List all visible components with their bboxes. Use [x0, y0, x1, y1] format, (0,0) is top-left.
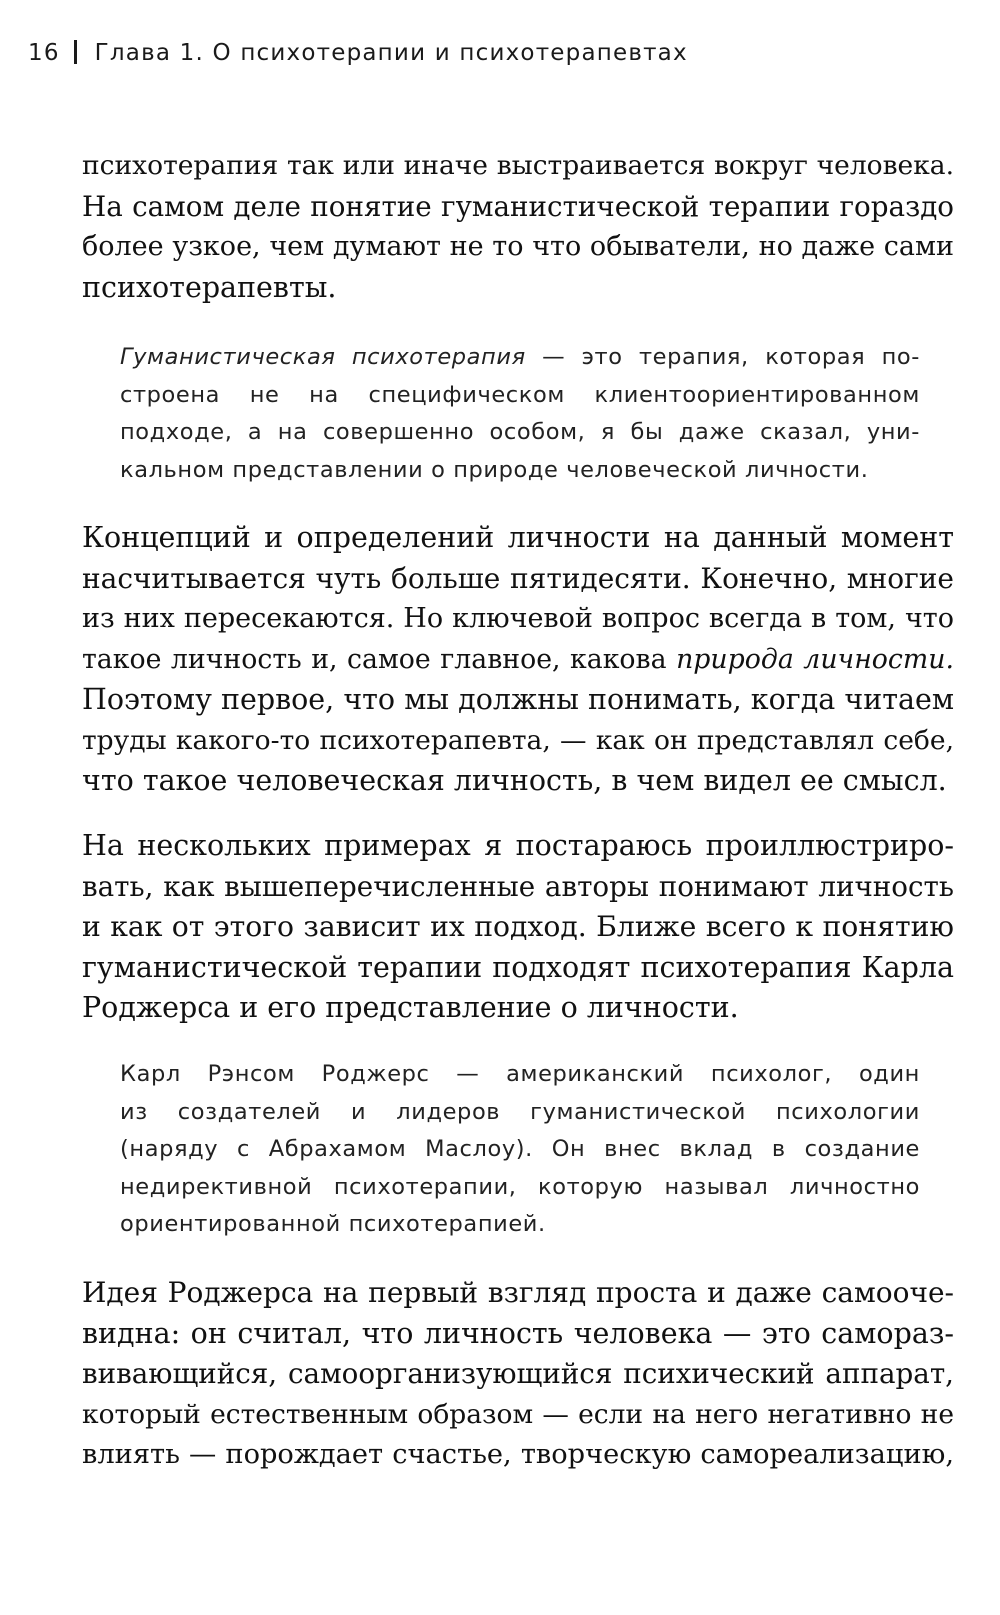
note-line-rest: — это терапия, которая по-: [525, 344, 920, 370]
paragraph-line: Поэтому первое, что мы должны понимать, когда читаем: [82, 683, 954, 716]
paragraph-3: [82, 826, 954, 1029]
paragraph-line: видна: он считал, что личность человека — это самораз-: [82, 1316, 954, 1350]
paragraph-line: труды какого-то психотерапевта, — как он представлял себе,: [82, 724, 954, 756]
paragraph-line: и как от этого зависит их подход. Ближе всего к понятию: [82, 910, 954, 943]
note-line: кальном представлении о природе человеческой личности.: [120, 456, 869, 483]
paragraph-4: [82, 1273, 954, 1476]
paragraph-line: На самом деле понятие гуманистической терапии гораздо: [82, 189, 954, 223]
paragraph-line: Идея Роджерса на первый взгляд проста и даже самооче-: [82, 1276, 954, 1309]
chapter-title: Глава 1. О психотерапии и психотерапевтах: [94, 40, 688, 66]
line-text: такое личность и, самое главное, какова: [82, 643, 677, 675]
paragraph-line: влиять — порождает счастье, творческую самореализацию,: [82, 1439, 954, 1470]
paragraph-1: [82, 146, 954, 308]
paragraph-line: гуманистической терапии подходят психотерапия Карла: [82, 950, 954, 984]
note-term: Гуманистическая психотерапия: [120, 344, 526, 370]
note-line: ориентированной психотерапией.: [120, 1211, 546, 1237]
note-line: из создателей и лидеров гуманистической психологии: [120, 1098, 920, 1125]
paragraph-line: На нескольких примерах я постараюсь проиллюстриро-: [82, 829, 954, 862]
paragraph-2: [82, 518, 954, 802]
running-header: [28, 40, 688, 66]
paragraph-line: что такое человеческая личность, в чем видел ее смысл.: [82, 764, 947, 797]
header-separator: [74, 40, 77, 64]
note-line: Карл Рэнсом Роджерс — американский психолог, один: [120, 1061, 920, 1087]
paragraph-line: который естественным образом — если на него негативно не: [82, 1398, 954, 1430]
page-number: 16: [28, 40, 60, 66]
note-line: подходе, а на совершенно особом, я бы даже сказал, уни-: [120, 419, 920, 445]
paragraph-line: психотерапия так или иначе выстраивается вокруг человека.: [82, 150, 954, 181]
definition-note-2: [120, 1056, 920, 1244]
paragraph-line: Концепций и определений личности на данный момент: [82, 521, 954, 554]
note-line: (наряду с Абрахамом Маслоу). Он внес вклад в создание: [120, 1136, 920, 1162]
paragraph-line: более узкое, чем думают не то что обыватели, но даже сами: [82, 231, 954, 262]
emphasis-text: природа личности.: [676, 643, 954, 675]
paragraph-line: из них пересекаются. Но ключевой вопрос всегда в том, что: [82, 603, 954, 634]
note-line: недирективной психотерапии, которую называл личностно: [120, 1173, 920, 1200]
paragraph-line: Роджерса и его представление о личности.: [82, 991, 739, 1024]
note-line: строена не на специфическом клиентоориентированном: [120, 381, 920, 408]
definition-note-1: [120, 339, 920, 489]
paragraph-line: психотерапевты.: [82, 270, 337, 304]
note-line: [120, 339, 920, 377]
paragraph-line: вать, как вышеперечисленные авторы понимают личность: [82, 869, 954, 903]
paragraph-line: вивающийся, самоорганизующийся психический аппарат,: [82, 1357, 954, 1390]
paragraph-line: насчитывается чуть больше пятидесяти. Конечно, многие: [82, 561, 954, 595]
paragraph-line: [82, 640, 954, 681]
